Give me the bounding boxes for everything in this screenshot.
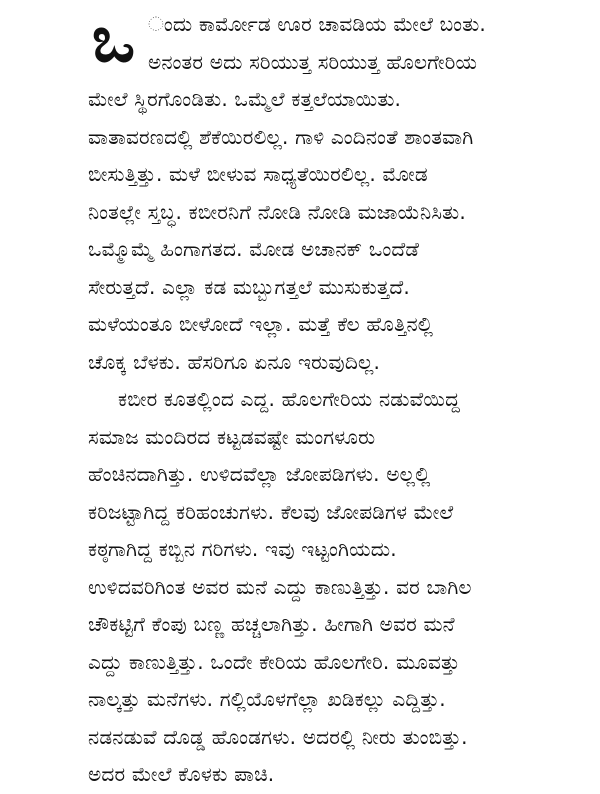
paragraph-2-line-2: ಸಮಾಜ ಮಂದಿರದ ಕಟ್ಟಡವಷ್ಟೇ ಮಂಗಳೂರು (88, 424, 376, 449)
paragraph-1-line-9: ಮಳೆಯಂತೂ ಬೀಳೋದೆ ಇಲ್ಲಾ. ಮತ್ತೆ ಕೆಲ ಹೊತ್ತಿನಲ್ಲಿ (88, 312, 434, 336)
paragraph-1-line-5: ಬೀಸುತ್ತಿತ್ತು. ಮಳೆ ಬೀಳುವ ಸಾಧ್ಯತೆಯಿರಲಿಲ್ಲ. ಮೋಡ (88, 162, 428, 186)
body-text (88, 2, 588, 794)
drop-cap-letter: ಒ (92, 2, 136, 77)
paragraph-1-line-10: ಚೊಕ್ಕ ಬೆಳಕು. ಹೆಸರಿಗೂ ಏನೂ ಇರುವುದಿಲ್ಲ. (88, 349, 381, 374)
paragraph-1-line-7: ಒಮ್ಮೊಮ್ಮೆ ಹಿಂಗಾಗತದ. ಮೋಡ ಅಚಾನಕ್ ಒಂದೆಡೆ (88, 237, 420, 261)
paragraph-2-line-7: ಚೌಕಟ್ಟಿಗೆ ಕೆಂಪು ಬಣ್ಣ ಹಚ್ಚಲಾಗಿತ್ತು. ಹೀಗಾಗಿ ಅವರ ಮನೆ (88, 612, 455, 636)
paragraph-2-line-10: ನಡನಡುವೆ ದೊಡ್ಡ ಹೊಂಡಗಳು. ಅದರಲ್ಲಿ ನೀರು ತುಂಬಿತ್ತು. (88, 724, 468, 749)
paragraph-2-line-5: ಕಠ್ಠಗಾಗಿದ್ದ ಕಬ್ಬಿನ ಗರಿಗಳು. ಇವು ಇಟ್ಟಂಗಿಯದು. (88, 537, 397, 561)
paragraph-2-line-1: ಕಬೀರ ಕೂತಲ್ಲಿಂದ ಎದ್ದ. ಹೊಲಗೇರಿಯ ನಡುವೆಯಿದ್ದ (118, 387, 461, 411)
paragraph-2-line-8: ಎದ್ದು ಕಾಣುತ್ತಿತ್ತು. ಒಂದೇ ಕೇರಿಯ ಹೊಲಗೇರಿ. ಮೂವತ್ತು (88, 649, 460, 674)
paragraph-2-line-6: ಉಳಿದವರಿಗಿಂತ ಅವರ ಮನೆ ಎದ್ದು ಕಾಣುತ್ತಿತ್ತು. ವರ ಬಾಗಿಲ (88, 574, 472, 599)
paragraph-2-line-9: ನಾಲ್ಕತ್ತು ಮನೆಗಳು. ಗಲ್ಲಿಯೊಳಗೆಲ್ಲಾ ಖಡಿಕಲ್ಲು ಎದ್ದಿತ್ತು. (88, 687, 446, 711)
paragraph-1-line-6: ನಿಂತಲ್ಲೇ ಸ್ತಬ್ಧ. ಕಬೀರನಿಗೆ ನೋಡಿ ನೋಡಿ ಮಜಾಯೆನಿಸಿತು. (88, 199, 466, 224)
paragraph-1-line-8: ಸೇರುತ್ತದೆ. ಎಲ್ಲಾ ಕಡ ಮಬ್ಬುಗತ್ತಲೆ ಮುಸುಕುತ್ತದೆ. (88, 274, 410, 299)
paragraph-2-line-11: ಅದರ ಮೇಲೆ ಕೊಳಕು ಪಾಚಿ. (88, 762, 275, 786)
paragraph-1-line-2: ಅನಂತರ ಅದು ಸರಿಯುತ್ತ ಸರಿಯುತ್ತ ಹೊಲಗೇರಿಯ (148, 49, 478, 74)
paragraph-1-line-3: ಮೇಲೆ ಸ್ಥಿರಗೊಂಡಿತು. ಒಮ್ಮೆಲೆ ಕತ್ತಲೆಯಾಯಿತು. (88, 87, 402, 111)
paragraph-1-line-1: ಂದು ಕಾರ್ಮೋಡ ಊರ ಚಾವಡಿಯ ಮೇಲೆ ಬಂತು. (148, 12, 486, 36)
paragraph-1-line-4: ವಾತಾವರಣದಲ್ಲಿ ಶೆಕೆಯಿರಲಿಲ್ಲ. ಗಾಳಿ ಎಂದಿನಂತೆ ಶಾಂತವಾಗಿ (88, 124, 474, 149)
paragraph-2-line-3: ಹೆಂಚಿನದಾಗಿತ್ತು. ಉಳಿದವೆಲ್ಲಾ ಜೋಪಡಿಗಳು. ಅಲ್ಲಲ್ಲಿ (88, 462, 431, 486)
paragraph-2-line-4: ಕರಿಜಟ್ಟಾಗಿದ್ದ ಕರಿಹಂಚುಗಳು. ಕೆಲವು ಜೋಪಡಿಗಳ ಮೇಲೆ (88, 499, 454, 524)
